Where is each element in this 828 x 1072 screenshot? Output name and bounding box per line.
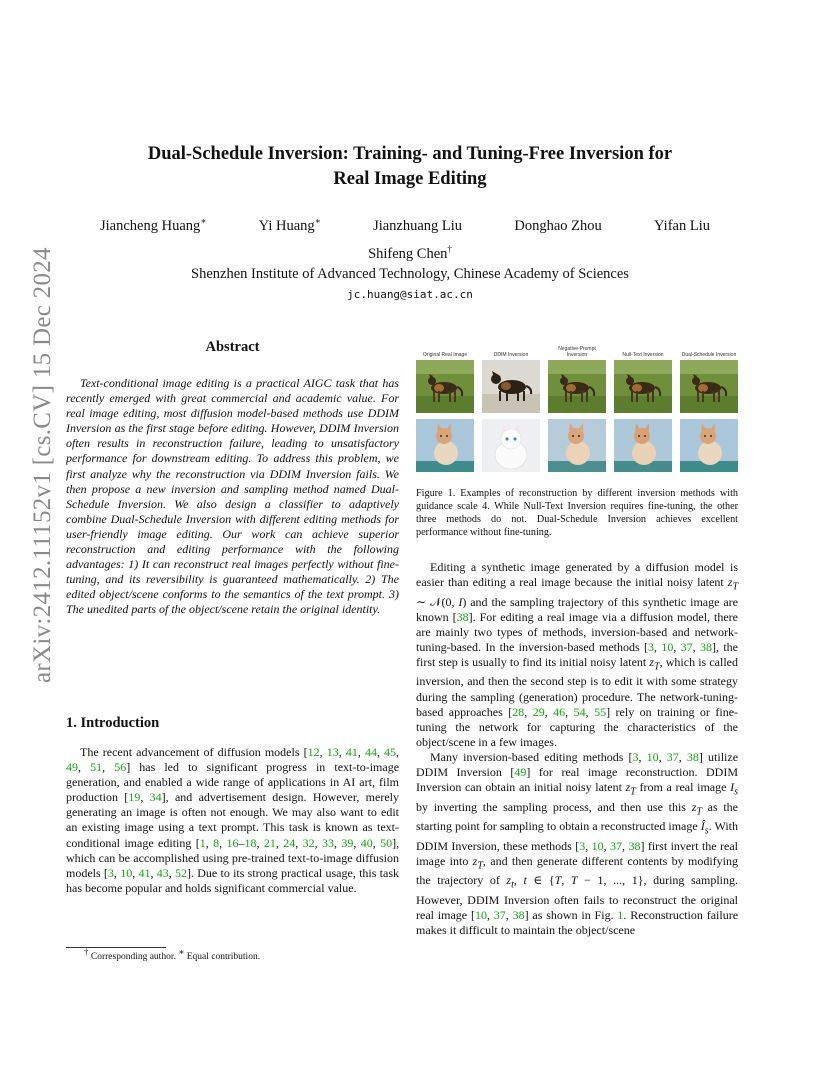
- dog-image-dual-schedule: [680, 360, 738, 413]
- dog-image-null-text: [614, 360, 672, 413]
- author-5: Yifan Liu: [654, 218, 710, 234]
- author-3: Jianzhuang Liu: [373, 218, 463, 234]
- author-list: [100, 218, 710, 235]
- footnote-rule: [66, 947, 166, 948]
- figure-label-ddim: DDIM Inversion: [493, 352, 529, 358]
- figure-label-dual-schedule: Dual-Schedule Inversion: [681, 352, 737, 358]
- cat-image-null-text: [614, 419, 672, 472]
- figure-column-labels: [416, 342, 738, 358]
- author-1: Jiancheng Huang∗: [100, 216, 207, 234]
- right-column-text: [416, 560, 738, 938]
- author-6: Shifeng Chen†: [368, 244, 452, 262]
- dog-image-original: [416, 360, 474, 413]
- intro-heading: 1. Introduction: [66, 715, 160, 731]
- figure-caption: Figure 1. Examples of reconstruction by different inversion methods with guidance scale 4. While Null-Text Inversion requires fine-tuning, the other three methods do not. Dual-Schedule Inversion achieves excellent performance without fine-tuning.: [416, 488, 738, 539]
- affiliation: Shenzhen Institute of Advanced Technology, Chinese Academy of Sciences: [191, 266, 629, 282]
- title-line-1: Dual-Schedule Inversion: Training- and Tuning-Free Inversion for: [147, 144, 673, 164]
- figure-label-original: Original Real Image: [422, 352, 468, 358]
- intro-text: The recent advancement of diffusion models [12, 13, 41, 44, 45, 49, 51, 56] has led to significant progress in text-to-image generation, and enabled a wide range of applications in AI art, film production [19, 34], and advertisement design. However, merely generating an image is often not enough. We may also want to edit an existing image using a text prompt. This task is known as text-conditional image editing [1, 8, 16–18, 21, 24, 32, 33, 39, 40, 50], which can be accomplished using pre-trained text-to-image diffusion models [3, 10, 41, 43, 52]. Due to its strong practical usage, this task has become popular and holds significant commercial value.: [66, 745, 400, 895]
- footnote: † Corresponding author. ∗ Equal contribution.: [84, 947, 261, 963]
- cat-image-dual-schedule: [680, 419, 738, 472]
- cat-image-ddim: [482, 419, 540, 472]
- figure-row-cat: [416, 419, 738, 472]
- author-2: Yi Huang∗: [258, 216, 321, 234]
- figure-label-negative-prompt: Negative-Prompt Inversion: [558, 346, 596, 358]
- figure-label-null-text: Null-Text Inversion: [622, 352, 664, 358]
- cat-image-negative-prompt: [548, 419, 606, 472]
- paper-title: [60, 142, 760, 192]
- dog-image-negative-prompt: [548, 360, 606, 413]
- contact-email: jc.huang@siat.ac.cn: [347, 288, 473, 301]
- author-4: Donghao Zhou: [514, 218, 602, 234]
- figure-row-dog: [416, 360, 738, 413]
- cat-image-original: [416, 419, 474, 472]
- abstract-heading: Abstract: [205, 339, 260, 355]
- paragraph-inversion-methods: Many inversion-based editing methods [3, 10, 37, 38] utilize DDIM Inversion [49] for real image reconstruction. DDIM Inversion can obtain an initial noisy latent $z_T$ from a real image $I_s$ by inverting the sampling process, and then use this $z_T$ as the starting point for sampling to obtain a reconstructed image $Î_s$. With DDIM Inversion, these methods [3, 10, 37, 38] first invert the real image into $z_T$, and then generate different contents by modifying the trajectory of $z_t$, t ∈ {T, T − 1, ..., 1}, during sampling. However, DDIM Inversion often fails to reconstruct the original real image [10, 37, 38] as shown in Fig. 1. Reconstruction failure makes it difficult to maintain the object/scene: [416, 749, 739, 937]
- arxiv-stamp: arXiv:2412.11152v1 [cs.CV] 15 Dec 2024: [29, 247, 56, 683]
- abstract-text: Text-conditional image editing is a practical AIGC task that has recently emerged with great commercial and academic value. For real image editing, most diffusion model-based methods use DDIM Inversion as the first stage before editing. However, DDIM Inversion often results in reconstruction failure, leading to unsatisfactory performance for downstream editing. To address this problem, we first analyze why the reconstruction via DDIM Inversion fails. We then propose a new inversion and sampling method named Dual-Schedule Inversion. We also design a classifier to adaptively combine Dual-Schedule Inversion with different editing methods for user-friendly image editing. Our work can achieve superior reconstruction and editing performance with the following advantages: 1) It can reconstruct real images perfectly without fine-tuning, and its reversibility is guaranteed mathematically. 2) The edited object/scene conforms to the semantics of the text prompt. 3) The unedited parts of the object/scene retain the original identity.: [66, 376, 399, 617]
- dog-image-ddim: [482, 360, 540, 413]
- paragraph-editing-synthetic: Editing a synthetic image generated by a diffusion model is easier than editing a real image because the initial noisy latent $z_T$ ∼ 𝒩(0, I) and the sampling trajectory of this synthetic image are known [38]. For editing a real image via a diffusion model, there are mainly two types of methods, inversion-based and network-tuning-based. In the inversion-based methods [3, 10, 37, 38], the first step is usually to find its initial noisy latent $z_T$, which is called inversion, and then the second step is to edit it with some strategy during the sampling (generation) procedure. The network-tuning-based approaches [28, 29, 46, 54, 55] rely on training or fine-tuning the network for capturing the characteristics of the object/scene in a few images.: [416, 560, 739, 749]
- title-line-2: Real Image Editing: [333, 169, 487, 189]
